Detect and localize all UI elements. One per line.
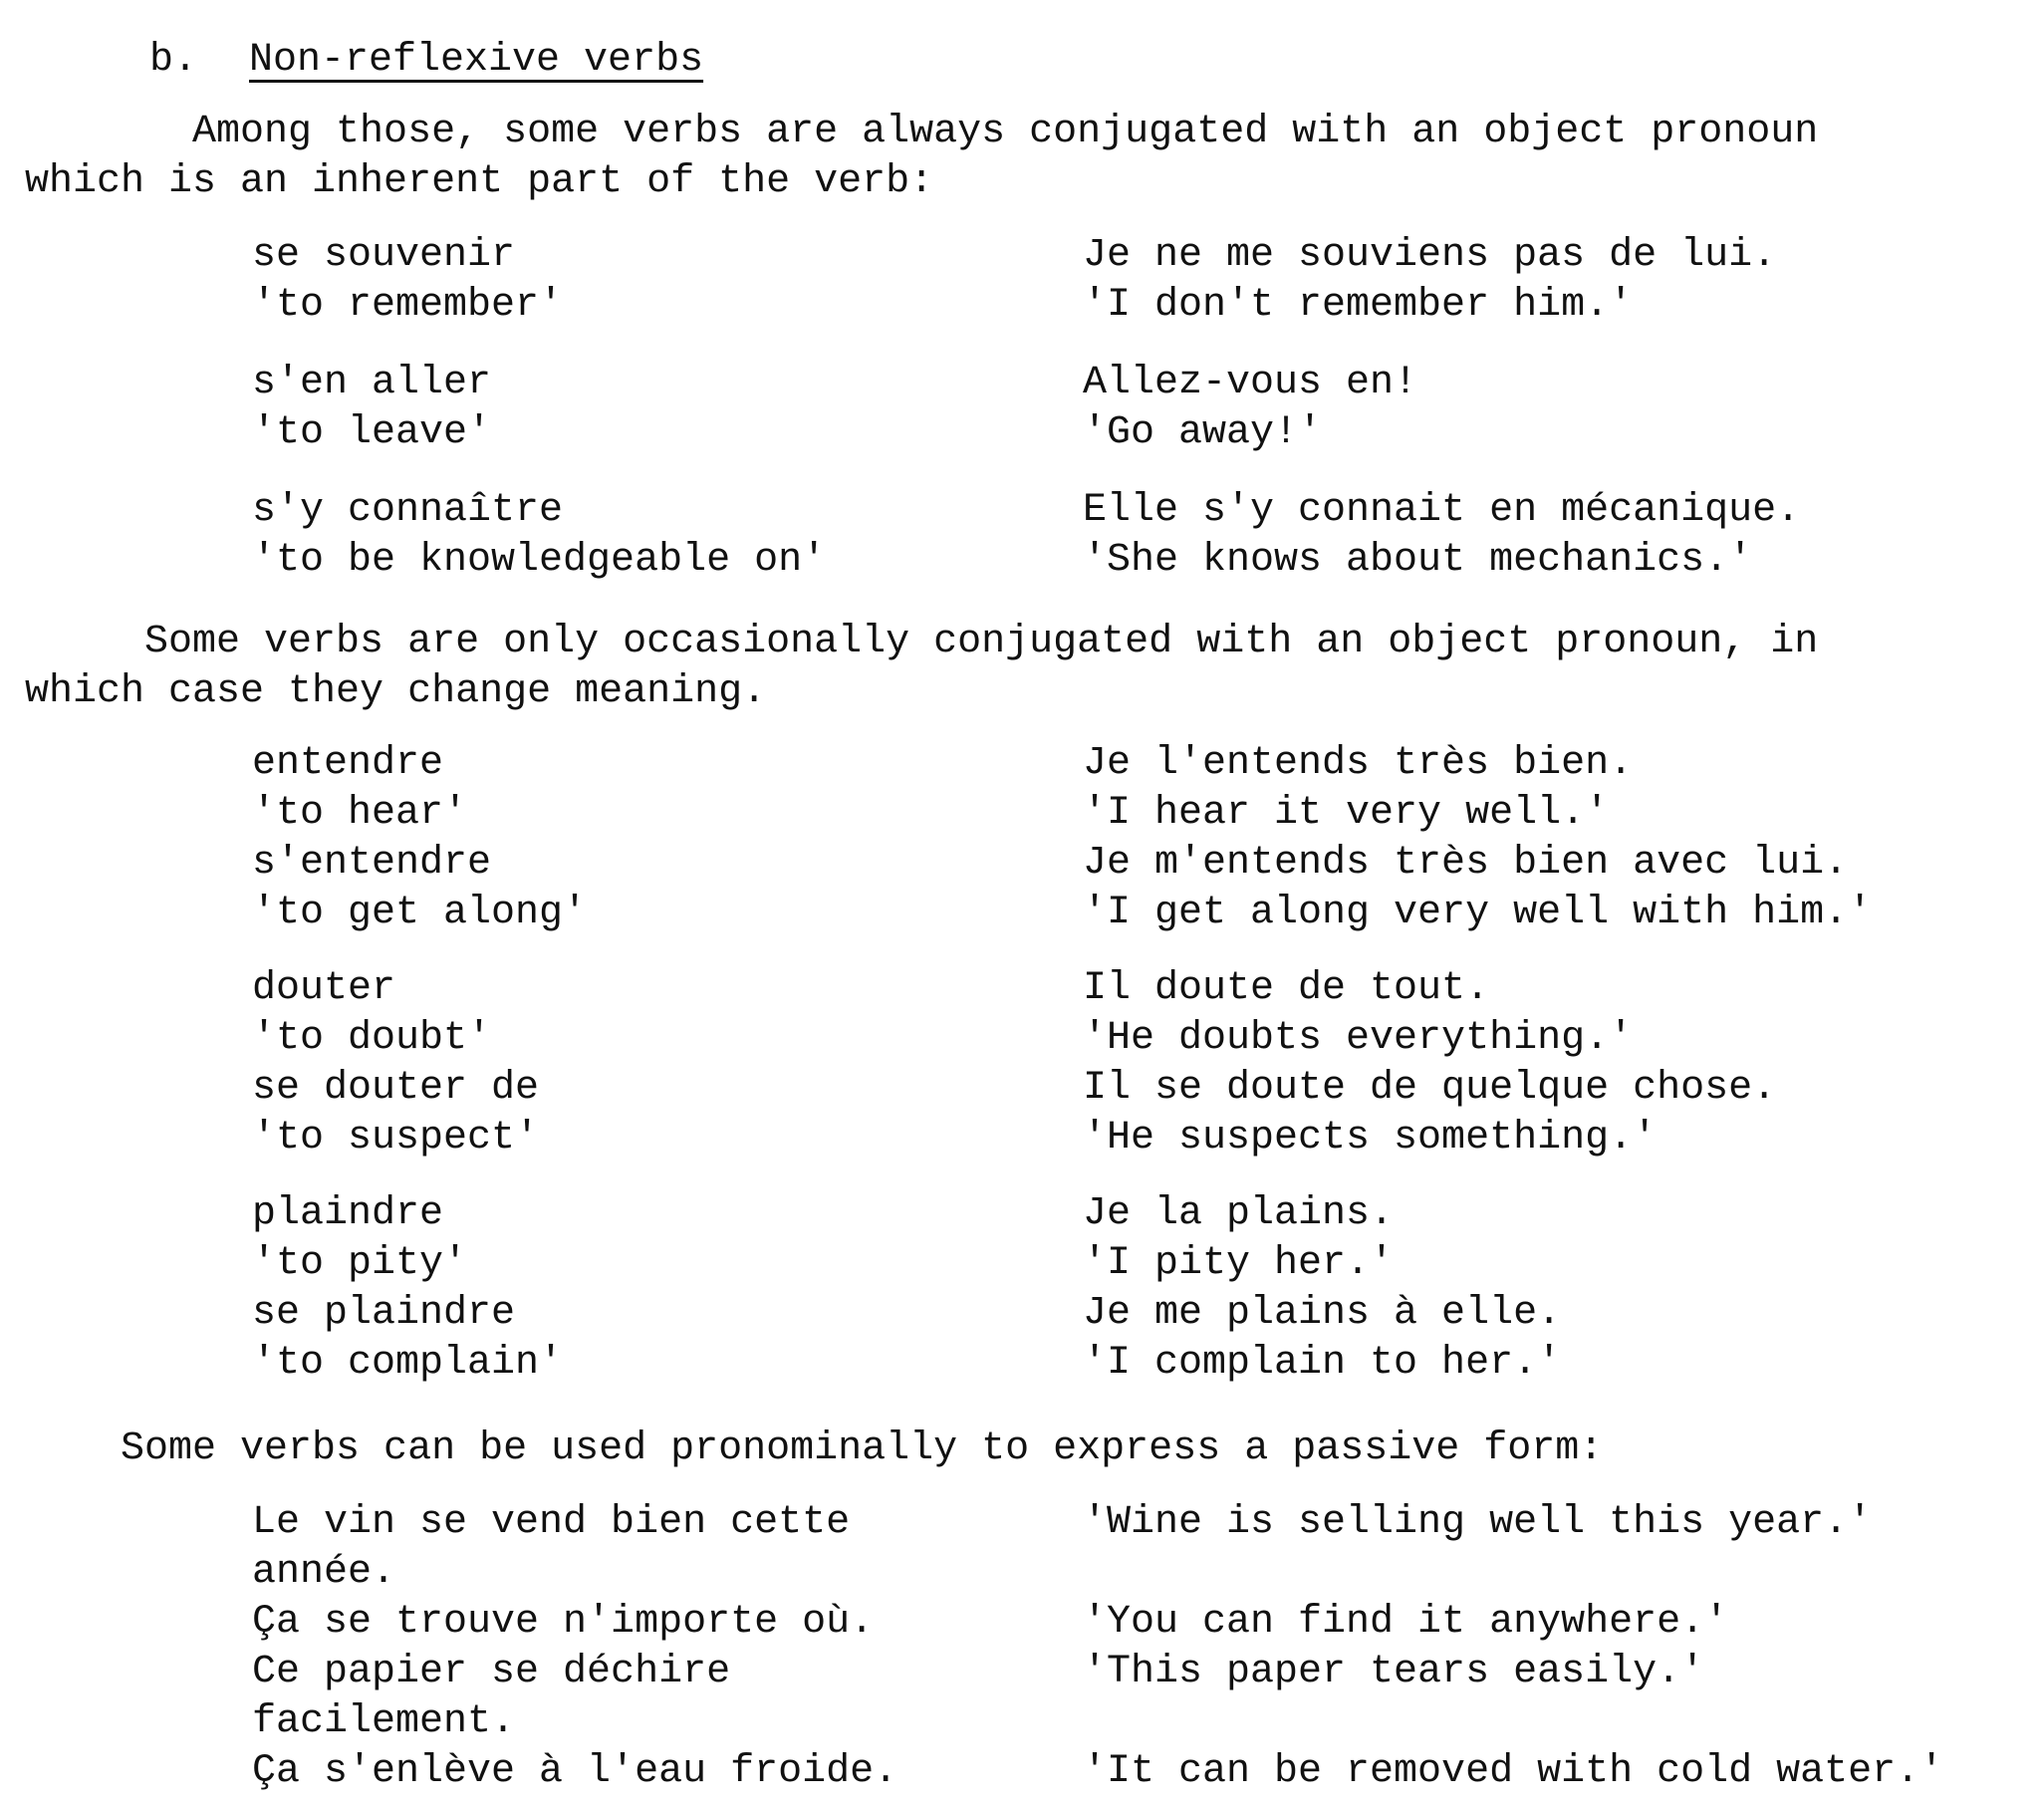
verb-gloss: 'to leave': [252, 410, 492, 455]
example-sentence: Elle s'y connait en mécanique.: [1083, 488, 1801, 533]
example-translation: 'I pity her.': [1083, 1241, 1395, 1286]
example-block-passive: [0, 1498, 2044, 1797]
example-sentence: Ça se trouve n'importe où.: [252, 1600, 875, 1645]
example-row: [0, 964, 2044, 1014]
example-row: [0, 1064, 2044, 1114]
example-block-inherent: [0, 231, 2044, 586]
example-row: [0, 1189, 2044, 1239]
example-sentence: Le vin se vend bien cette: [252, 1500, 851, 1545]
intro-paragraph-2-line-2: which case they change meaning.: [25, 669, 767, 714]
example-sentence-continued: année.: [252, 1550, 396, 1595]
verb-infinitive: se douter de: [252, 1066, 540, 1111]
example-row: [0, 1498, 2044, 1548]
example-row: [0, 536, 2044, 586]
verb-gloss: 'to suspect': [252, 1116, 540, 1161]
example-translation: 'I don't remember him.': [1083, 283, 1634, 328]
section-heading: [149, 36, 703, 86]
example-sentence: Allez-vous en!: [1083, 361, 1418, 405]
example-row: [0, 1548, 2044, 1598]
section-label: b.: [149, 38, 198, 83]
example-row: [0, 739, 2044, 789]
example-row: [0, 839, 2044, 889]
example-sentence: Je ne me souviens pas de lui.: [1083, 233, 1777, 278]
section-title: Non-reflexive verbs: [249, 38, 704, 83]
verb-infinitive: s'entendre: [252, 841, 492, 886]
example-row: [0, 1289, 2044, 1339]
verb-infinitive: s'y connaître: [252, 488, 564, 533]
example-sentence: Je m'entends très bien avec lui.: [1083, 841, 1849, 886]
verb-infinitive: entendre: [252, 741, 444, 786]
verb-gloss: 'to pity': [252, 1241, 468, 1286]
example-block-meaning-change: [0, 739, 2044, 1389]
verb-gloss: 'to doubt': [252, 1016, 492, 1061]
intro-paragraph-3: Some verbs can be used pronominally to express a passive form:: [25, 1426, 1604, 1471]
intro-paragraph-1-line-2: which is an inherent part of the verb:: [25, 159, 934, 204]
example-row: [0, 486, 2044, 536]
example-row: [0, 1239, 2044, 1289]
example-row: [0, 1598, 2044, 1648]
example-row: [0, 789, 2044, 839]
example-row: [0, 1747, 2044, 1797]
example-row: [0, 1648, 2044, 1697]
example-row: [0, 359, 2044, 408]
example-row: [0, 1114, 2044, 1164]
verb-infinitive: se plaindre: [252, 1291, 516, 1336]
example-sentence: Ça s'enlève à l'eau froide.: [252, 1749, 898, 1794]
verb-gloss: 'to get along': [252, 891, 588, 935]
example-sentence: Je la plains.: [1083, 1191, 1395, 1236]
intro-paragraph-2-line-1: Some verbs are only occasionally conjugated with an object pronoun, in: [25, 620, 1819, 664]
example-translation: 'I get along very well with him.': [1083, 891, 1873, 935]
example-sentence: Je me plains à elle.: [1083, 1291, 1562, 1336]
example-translation: 'I complain to her.': [1083, 1341, 1562, 1386]
verb-gloss: 'to be knowledgeable on': [252, 538, 827, 583]
verb-infinitive: s'en aller: [252, 361, 492, 405]
verb-infinitive: se souvenir: [252, 233, 516, 278]
example-sentence: Ce papier se déchire: [252, 1650, 731, 1694]
intro-paragraph-1-line-1: Among those, some verbs are always conjugated with an object pronoun: [25, 110, 1819, 154]
example-sentence-continued: facilement.: [252, 1699, 516, 1744]
example-translation: 'You can find it anywhere.': [1083, 1600, 1729, 1645]
example-sentence: Je l'entends très bien.: [1083, 741, 1634, 786]
example-translation: 'He doubts everything.': [1083, 1016, 1634, 1061]
verb-infinitive: douter: [252, 966, 396, 1011]
example-translation: 'It can be removed with cold water.': [1083, 1749, 1944, 1794]
example-translation: 'Go away!': [1083, 410, 1323, 455]
example-row: [0, 1339, 2044, 1389]
verb-gloss: 'to complain': [252, 1341, 564, 1386]
example-row: [0, 1014, 2044, 1064]
example-translation: 'He suspects something.': [1083, 1116, 1658, 1161]
verb-gloss: 'to hear': [252, 791, 468, 836]
example-translation: 'She knows about mechanics.': [1083, 538, 1753, 583]
example-row: [0, 281, 2044, 331]
example-sentence: Il se doute de quelque chose.: [1083, 1066, 1777, 1111]
verb-gloss: 'to remember': [252, 283, 564, 328]
example-sentence: Il doute de tout.: [1083, 966, 1490, 1011]
example-translation: 'This paper tears easily.': [1083, 1650, 1705, 1694]
example-row: [0, 231, 2044, 281]
example-row: [0, 408, 2044, 458]
example-translation: 'I hear it very well.': [1083, 791, 1610, 836]
example-translation: 'Wine is selling well this year.': [1083, 1500, 1873, 1545]
verb-infinitive: plaindre: [252, 1191, 444, 1236]
example-row: [0, 889, 2044, 938]
example-row: [0, 1697, 2044, 1747]
